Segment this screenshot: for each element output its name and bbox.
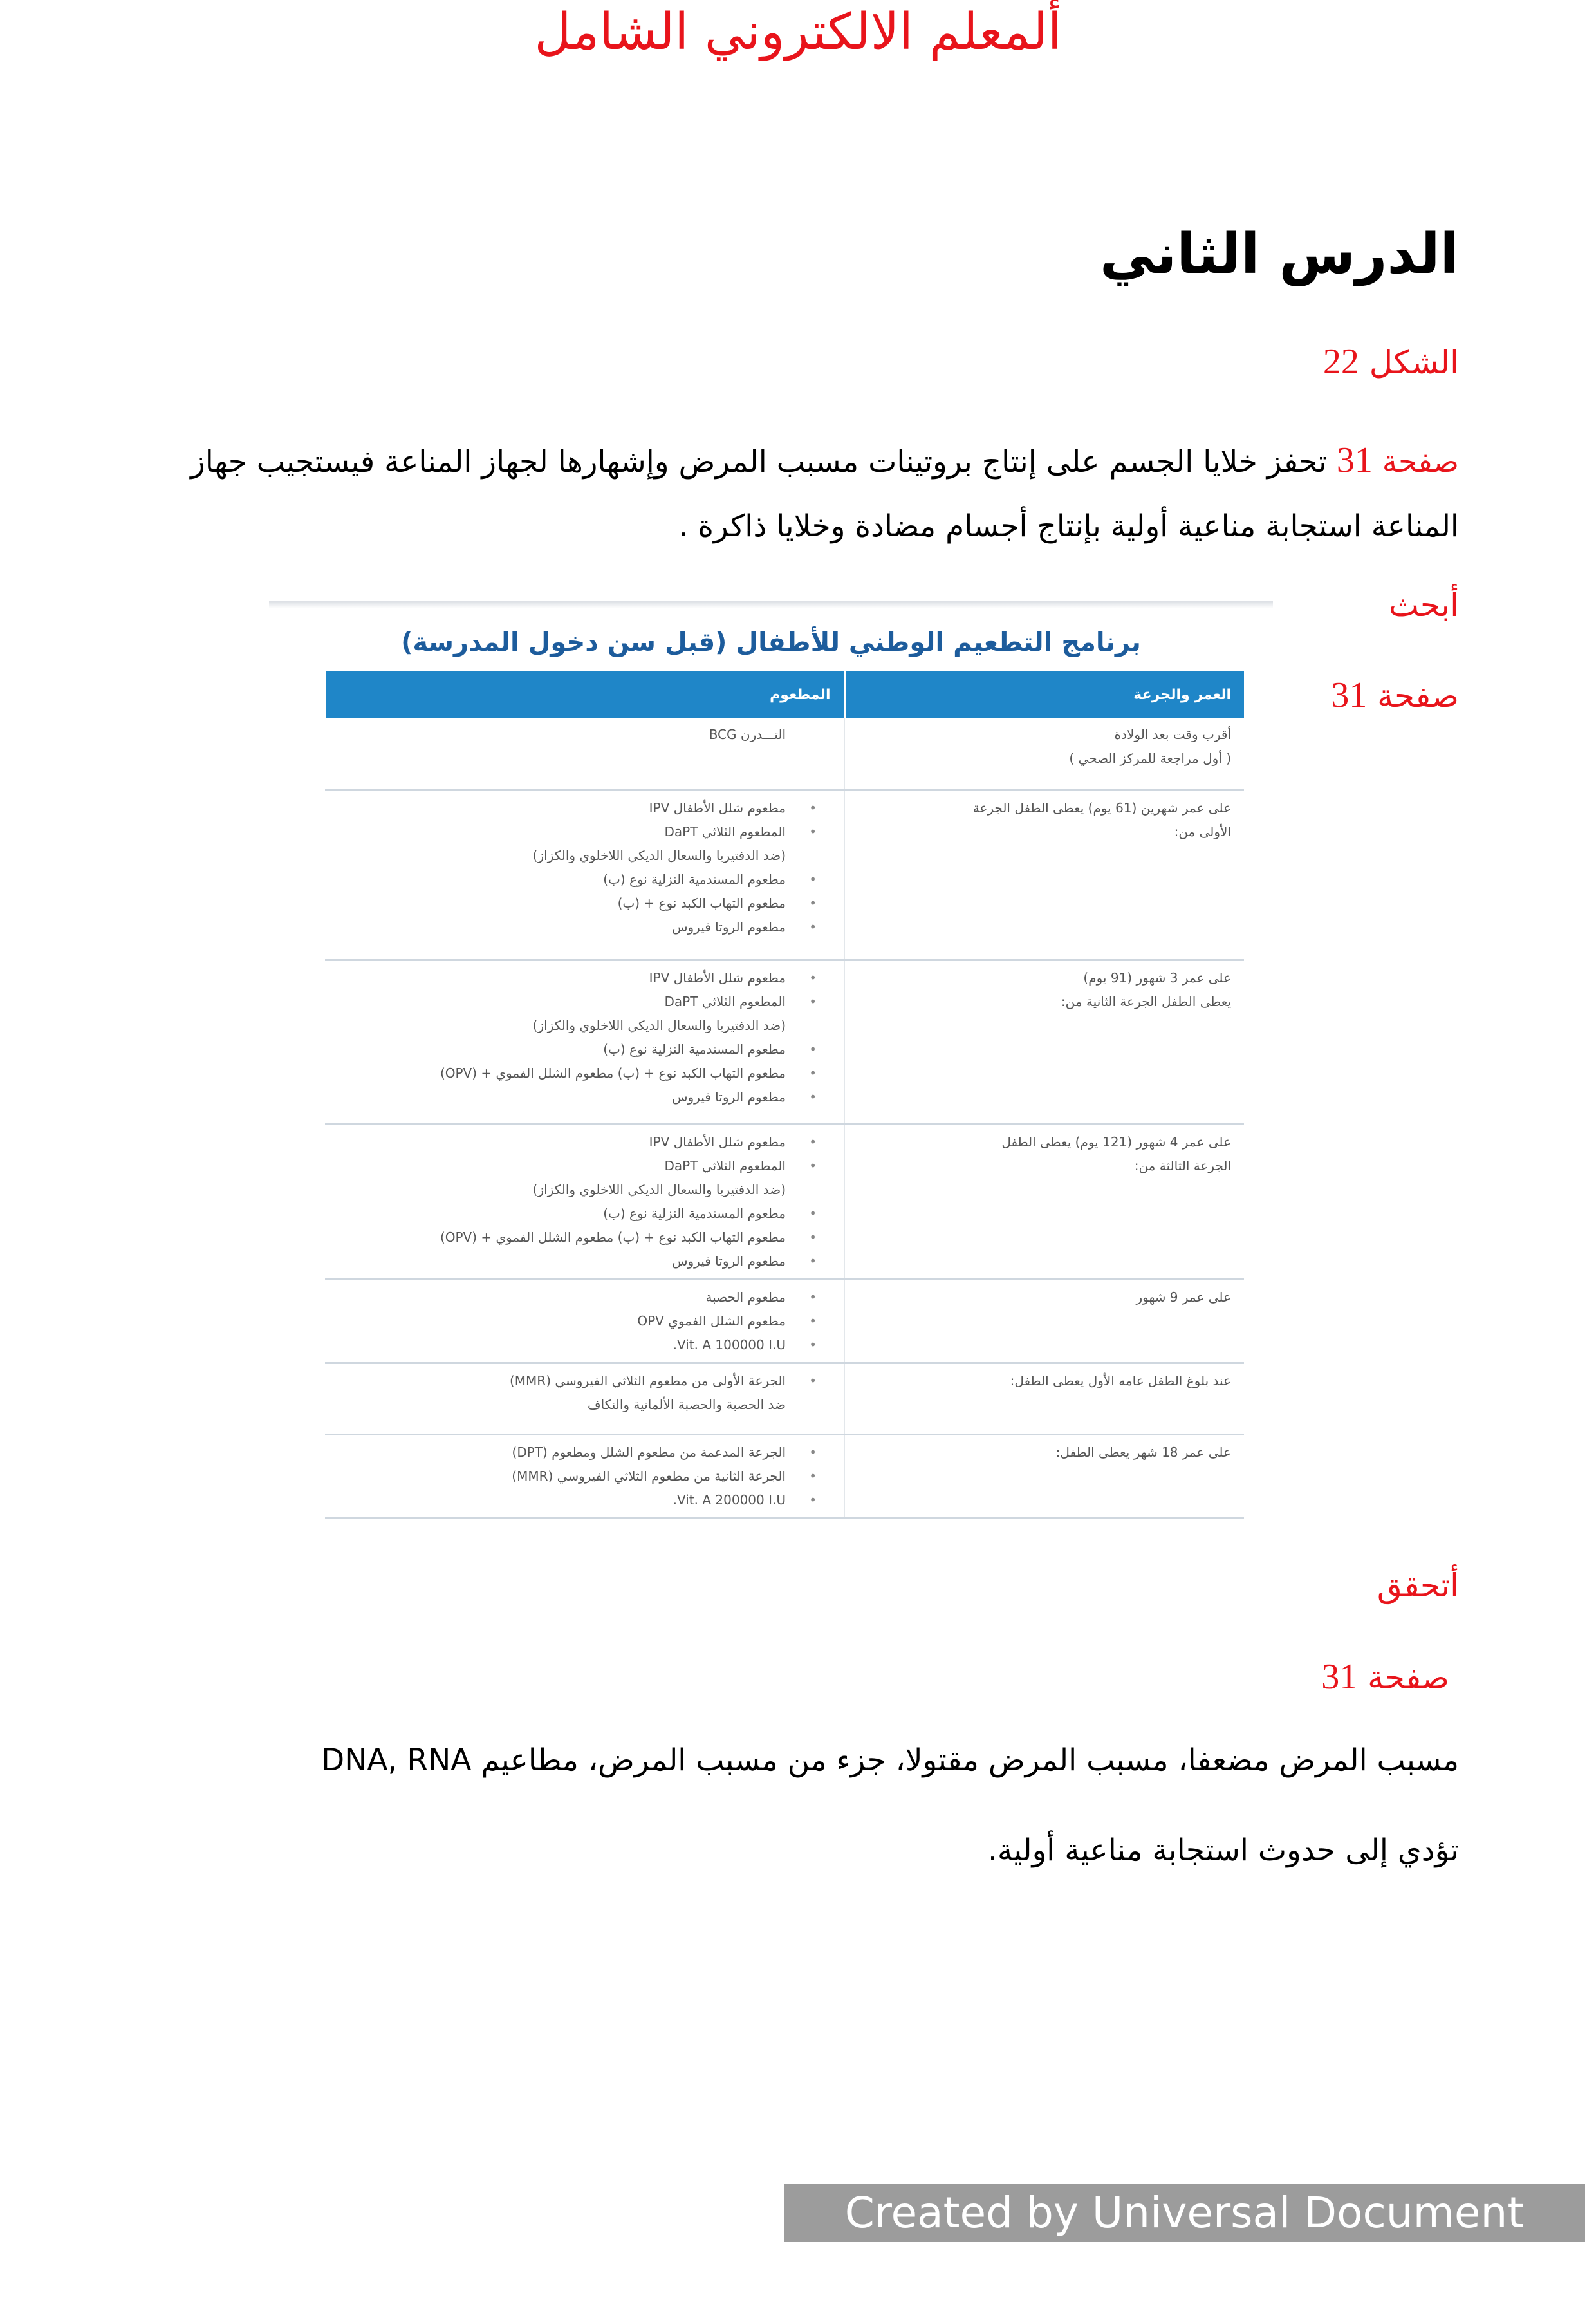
age-cell [844,718,1244,790]
table-row [325,1435,1245,1519]
figure-reference [1323,339,1459,385]
lesson-title: الدرس الثاني [1099,222,1459,286]
vaccine-item: • الجرعة الأولى من مطعوم الثلاثي الفيروسي (MMR) [338,1369,831,1393]
vaccine-item: • مطعوم شلل الأطفال IPV [338,796,831,820]
table-row [325,1363,1245,1435]
vaccine-cell [325,718,845,790]
paragraph-line-1 [133,428,1459,494]
vaccination-table [324,671,1244,1519]
verify-page-prefix: صفحة [1368,1659,1449,1696]
vaccine-item: • الجرعة الثانية من مطعوم الثلاثي الفيروسي (MMR) [338,1464,831,1488]
search-label: أبحث [1388,586,1459,624]
paragraph-text-1: تحفز خلايا الجسم على إنتاج بروتينات مسبب المرض وإشهارها لجهاز المناعة فيستجيب جهاز [190,444,1327,480]
vaccine-item: • مطعوم الروتا فيروس [338,1085,831,1109]
vaccine-item: • مطعوم الشلل الفموي OPV [338,1309,831,1333]
header-age: العمر والجرعة [844,671,1244,718]
vaccine-item: • مطعوم المستدمية النزلية نوع (ب) [338,868,831,892]
age-line: الجرعة الثالثة من: [1134,1158,1231,1173]
vaccine-item: • المطعوم الثلاثي DaPT [338,1154,831,1178]
vaccine-item: • مطعوم التهاب الكبد نوع + (ب) [338,892,831,915]
page-number: 31 [1336,440,1373,480]
table-row [325,960,1245,1125]
age-cell [844,1125,1244,1280]
age-line: يعطى الطفل الجرعة الثانية من: [1061,994,1231,1009]
vaccine-item: • المطعوم الثلاثي DaPT [338,820,831,844]
vaccine-item: • مطعوم الروتا فيروس [338,915,831,939]
age-line: على عمر شهرين (61 يوم) يعطى الطفل الجرعة [972,800,1231,816]
search-page-prefix: صفحة [1377,677,1459,715]
vaccine-item: • مطعوم الروتا فيروس [338,1249,831,1273]
age-line: أقرب وقت بعد الولادة [1114,727,1231,742]
vaccine-item: التـــدرن BCG [709,727,786,742]
vaccine-cell [325,790,845,960]
age-line: على عمر 3 شهور (91 يوم) [1083,970,1231,986]
vaccine-item: (ضد الدفتيريا والسعال الديكي اللاخلوي والكزاز) [532,1182,786,1197]
vaccine-item: • مطعوم الحصبة [338,1286,831,1309]
age-line: على عمر 9 شهور [1136,1289,1231,1305]
table-row [325,1125,1245,1280]
vaccine-item: • مطعوم التهاب الكبد نوع + (ب) مطعوم الشلل الفموي + (OPV) [338,1226,831,1249]
age-cell [844,960,1244,1125]
converter-watermark: Created by Universal Document Converter [784,2184,1585,2242]
header-vaccine: المطعوم [325,671,845,718]
vaccine-item: • مطعوم شلل الأطفال IPV [338,966,831,990]
verify-page-number: 31 [1321,1657,1358,1697]
search-page-ref [1331,673,1459,718]
figure-number: 22 [1322,342,1359,382]
vaccine-item: • Vit. A 100000 I.U. [338,1333,831,1357]
verify-line-2: تؤدي إلى حدوث استجابة مناعية أولية. [987,1833,1459,1868]
site-title: ألمعلم الالكتروني الشامل [534,3,1062,61]
age-cell [844,1435,1244,1519]
age-cell [844,790,1244,960]
age-cell [844,1280,1244,1363]
figure-prefix: الشكل [1369,344,1459,381]
vaccine-item: ضد الحصبة والحصبة الألمانية والنكاف [587,1397,786,1412]
vaccine-item: • Vit. A 200000 I.U. [338,1488,831,1512]
vaccine-cell [325,1280,845,1363]
verify-line-1: مسبب المرض مضعفا، مسبب المرض مقتولا، جزء من مسبب المرض، مطاعيم DNA, RNA [321,1743,1459,1778]
image-top-border [269,601,1273,608]
vaccine-cell [325,1363,845,1435]
paragraph-immune-response [133,428,1459,559]
table-row [325,1280,1245,1363]
vaccination-table-image [269,601,1273,1508]
age-line: على عمر 18 شهر يعطى الطفل: [1055,1445,1231,1460]
vaccine-item: • مطعوم المستدمية النزلية نوع (ب) [338,1038,831,1061]
vaccine-item: (ضد الدفتيريا والسعال الديكي اللاخلوي والكزاز) [532,848,786,863]
search-page-number: 31 [1331,675,1368,715]
vaccine-item: • الجرعة المدعمة من مطعوم الشلل ومطعوم (DPT) [338,1441,831,1464]
vaccine-cell [325,1125,845,1280]
table-header-row [325,671,1245,718]
vaccine-cell [325,960,845,1125]
vaccine-item: • المطعوم الثلاثي DaPT [338,990,831,1014]
page-prefix: صفحة [1382,444,1459,480]
verify-label: أتحقق [1377,1567,1459,1604]
vaccination-table-title: برنامج التطعيم الوطني للأطفال (قبل سن دخول المدرسة) [401,628,1141,657]
table-row [325,718,1245,790]
vaccine-cell [325,1435,845,1519]
paragraph-line-2: المناعة استجابة مناعية أولية بإنتاج أجسام مضادة وخلايا ذاكرة . [678,509,1459,544]
age-line: الأولى من: [1174,824,1231,839]
age-line: عند بلوغ الطفل عامه الأول يعطى الطفل: [1010,1373,1231,1388]
vaccine-item: (ضد الدفتيريا والسعال الديكي اللاخلوي والكزاز) [532,1018,786,1033]
vaccine-item: • مطعوم المستدمية النزلية نوع (ب) [338,1202,831,1226]
table-row [325,790,1245,960]
vaccine-item: • مطعوم شلل الأطفال IPV [338,1130,831,1154]
age-cell [844,1363,1244,1435]
verify-page-ref [1321,1654,1449,1700]
age-line: ( أول مراجعة للمركز الصحي ) [1069,751,1231,766]
vaccine-item: • مطعوم التهاب الكبد نوع + (ب) مطعوم الشلل الفموي + (OPV) [338,1061,831,1085]
age-line: على عمر 4 شهور (121 يوم) يعطى الطفل [1001,1134,1231,1150]
